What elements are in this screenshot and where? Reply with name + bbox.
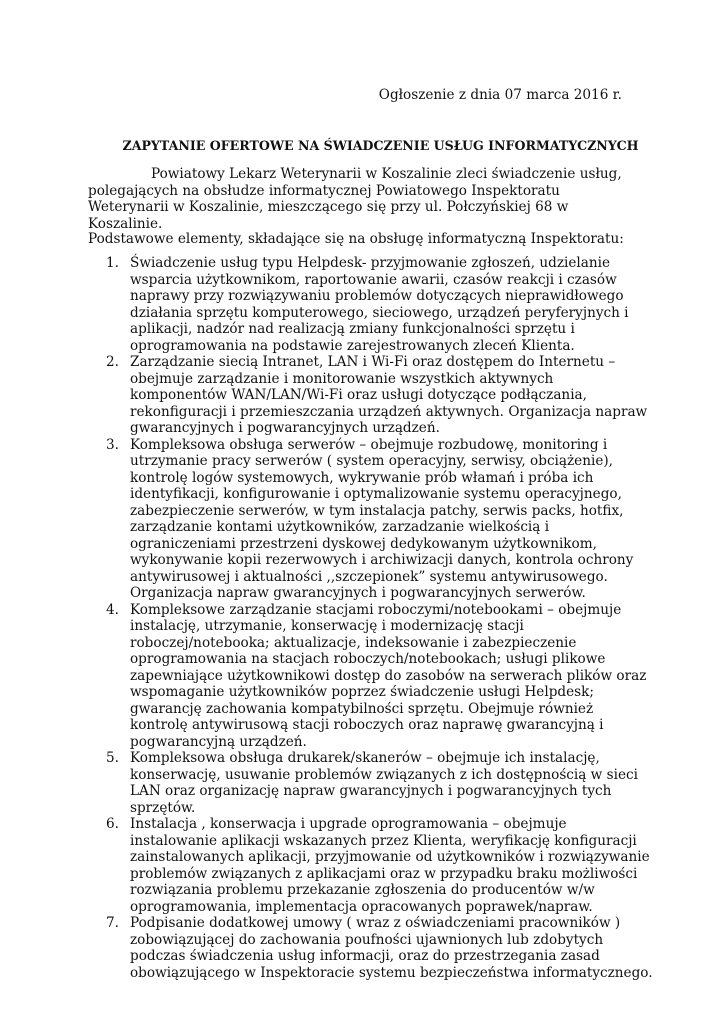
- list-item-number: 3.: [106, 436, 119, 453]
- announcement-date: Ogłoszenie z dnia 07 marca 2016 r.: [378, 87, 622, 103]
- list-item-text: Kompleksowe zarządzanie stacjami roboczymi/notebookami – obejmuje instalację, utrzymanie, konserwację i modernizację stacji roboczej/notebooka; aktualizacje, indeksowanie i zabezpieczenie oprogramowania na stacjach roboczych/notebookach; usługi plikowe zapewniające użytkownikowi dostęp do zasobów na serwerach plików oraz wspomaganie użytkowników poprzez świadczenie usługi Helpdesk; gwarancję zachowania kompatybilności sprzętu. Obejmuje również kontrolę antywirusową stacji roboczych oraz naprawę gwarancyjną i pogwarancyjną urządzeń.: [130, 601, 647, 750]
- list-item: [88, 437, 654, 602]
- list-item: [88, 354, 654, 437]
- lead-paragraph: Podstawowe elementy, składające się na obsługę informatyczną Inspektoratu:: [88, 231, 624, 247]
- list-item-text: Zarządzanie siecią Intranet, LAN i Wi-Fi oraz dostępem do Internetu – obejmuje zarządzanie i monitorowanie wszystkich aktywnych komponentów WAN/LAN/Wi-Fi oraz usługi dotyczące podłączania, rekonfiguracji i przemieszczania urządzeń aktywnych. Organizacja napraw gwarancyjnych i pogwarancyjnych urządzeń.: [130, 354, 648, 436]
- list-item: [88, 255, 654, 354]
- intro-text: Powiatowy Lekarz Weterynarii w Koszalinie zleci świadczenie usług, polegających na obsłudze informatycznej Powiatowego Inspektoratu Weterynarii w Koszalinie, mieszczącego się przy ul. Połczyńskiej 68 w Koszalinie.: [88, 166, 622, 232]
- document-title: ZAPYTANIE OFERTOWE NA ŚWIADCZENIE USŁUG INFORMATYCZNYCH: [122, 138, 639, 153]
- list-item-number: 5.: [106, 750, 119, 766]
- list-item: [88, 750, 654, 816]
- list-item-number: 6.: [106, 816, 119, 832]
- list-item-text: Kompleksowa obsługa drukarek/skanerów – obejmuje ich instalację, konserwację, usuwanie problemów związanych z ich dostępnością w sieci LAN oraz organizację napraw gwarancyjnych i pogwarancyjnych tych sprzętów.: [130, 750, 638, 816]
- list-item-text: Kompleksowa obsługa serwerów – obejmuje rozbudowę, monitoring i utrzymanie pracy serwerów ( system operacyjny, serwisy, obciążenie), kontrolę logów systemowych, wykrywanie prób włamań i próba ich identyfikacji, konfigurowanie i optymalizowanie systemu operacyjnego, zabezpieczenie serwerów, w tym instalacja patchy, serwis packs, hotfix, zarządzanie kontami użytkowników, zarzadzanie wielkością i ograniczeniami przestrzeni dyskowej dedykowanym użytkownikom, wykonywanie kopii rezerwowych i archiwizacji danych, kontrola ochrony antywirusowej i aktualności ,,szczepionek” systemu antywirusowego. Organizacja napraw gwarancyjnych i pogwarancyjnych serwerów.: [130, 436, 634, 601]
- service-list: [88, 255, 654, 981]
- list-item-text: Świadczenie usług typu Helpdesk- przyjmowanie zgłoszeń, udzielanie wsparcia użytkownikom, raportowanie awarii, czasów reakcji i czasów naprawy przy rozwiązywaniu problemów dotyczących nieprawidłowego działania sprzętu komputerowego, sieciowego, urządzeń peryferyjnych i aplikacji, nadzór nad realizacją zmiany funkcjonalności sprzętu i oprogramowania na podstawie zarejestrowanych zleceń Klienta.: [130, 255, 629, 354]
- list-item-text: Instalacja , konserwacja i upgrade oprogramowania – obejmuje instalowanie aplikacji wskazanych przez Klienta, weryfikację konfiguracji zainstalowanych aplikacji, przyjmowanie od użytkowników i rozwiązywanie problemów związanych z aplikacjami oraz w przypadku braku możliwości rozwiązania problemu przekazanie zgłoszenia do producentów w/w oprogramowania, implementacja opracowanych poprawek/napraw.: [130, 816, 650, 915]
- list-item: [88, 816, 654, 915]
- list-item: [88, 915, 654, 981]
- intro-paragraph: [88, 166, 640, 232]
- list-item-number: 7.: [106, 915, 119, 931]
- list-item-number: 4.: [106, 601, 119, 618]
- list-item: [88, 602, 654, 751]
- list-item-text: Podpisanie dodatkowej umowy ( wraz z oświadczeniami pracowników ) zobowiązującej do zachowania poufności ujawnionych lub zdobytych podczas świadczenia usług informacji, oraz do przestrzegania zasad obowiązującego w Inspektoracie systemu bezpieczeństwa informatycznego.: [130, 915, 653, 981]
- list-item-number: 2.: [106, 354, 119, 370]
- list-item-number: 1.: [106, 255, 119, 271]
